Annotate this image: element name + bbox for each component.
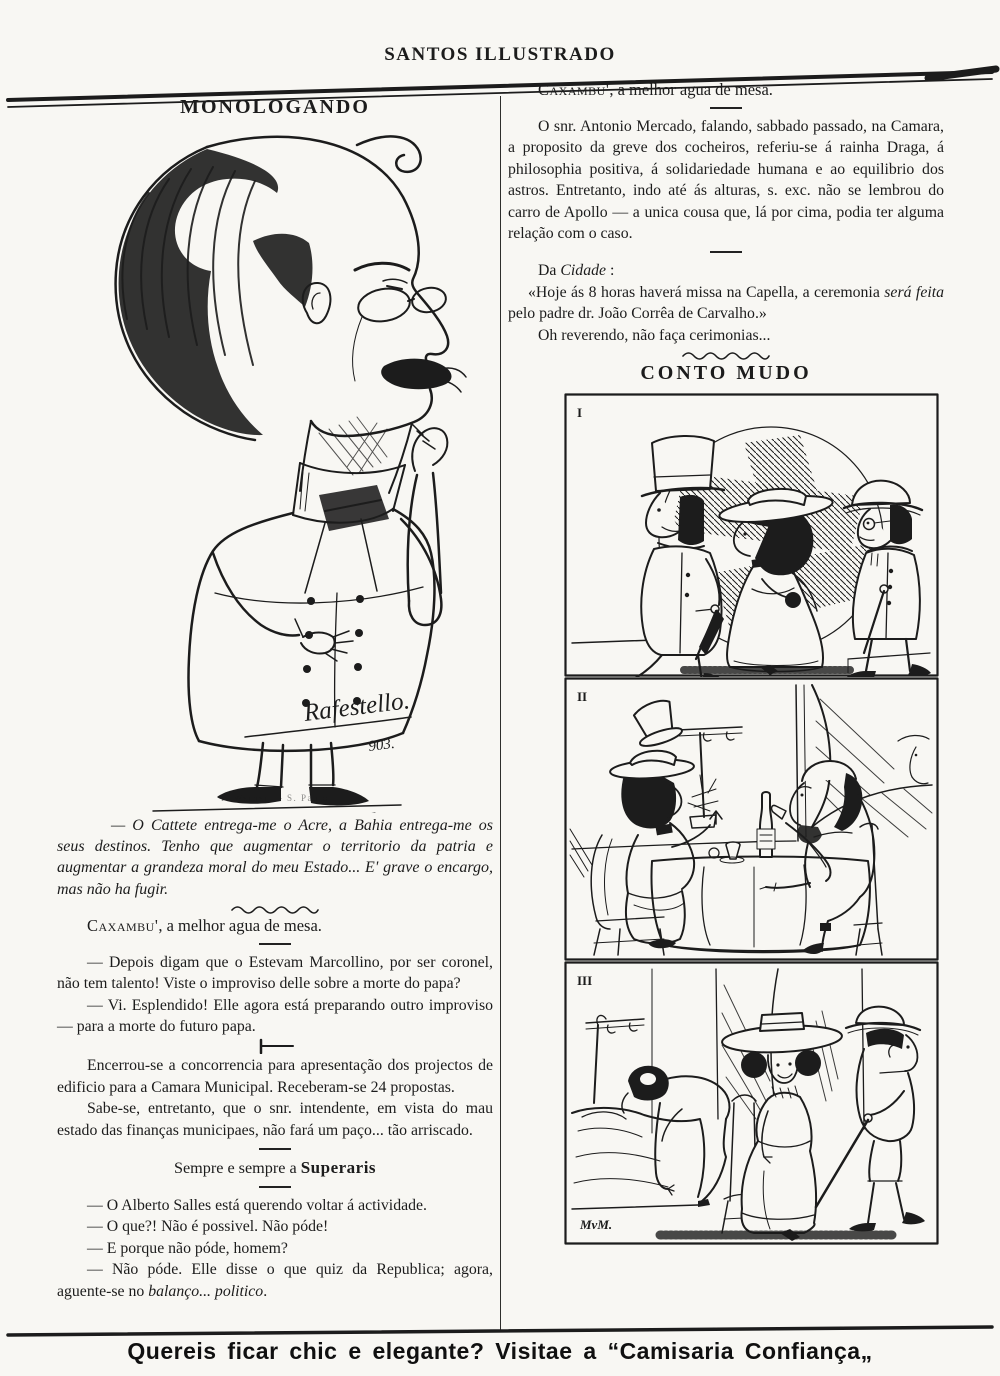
- comic-panel-1: [564, 393, 944, 677]
- panel-numeral: III: [577, 973, 593, 989]
- conto-mudo-title: CONTO MUDO: [640, 362, 812, 385]
- short-rule-divider: [710, 251, 742, 253]
- dialogue-line-4: — Não póde. Elle disse o que quiz da Republica; agora, aguente-se no balanço... politico.: [57, 1261, 493, 1300]
- caxambu-slogan-right: Caxambu', a melhor agua de mesa.: [538, 80, 773, 99]
- paragraph-marcollino-1: — Depois digam que o Estevam Marcollino, por ser coronel, não tem talento! Viste o improviso delle sobre a morte do papa?: [57, 953, 493, 993]
- wavy-divider: [680, 348, 772, 360]
- artist-signature: Rafestello.: [302, 687, 412, 727]
- paragraph-camara-1: Encerrou-se a concorrencia para apresentação dos projectos de edificio para a Camara Municipal. Receberam-se 24 propostas.: [57, 1057, 493, 1096]
- short-rule-divider: [259, 1186, 291, 1188]
- conto-mudo-strip: [564, 393, 944, 1245]
- artist-signature-year: 903.: [367, 735, 396, 755]
- comic-panel-2: [564, 677, 944, 961]
- wavy-divider: [229, 902, 321, 914]
- masthead-title: SANTOS ILLUSTRADO: [384, 44, 616, 65]
- right-column: [508, 78, 944, 1245]
- superaris-line: Sempre e sempre a Superaris: [173, 1158, 377, 1178]
- footer-rule: [0, 1320, 1000, 1340]
- short-rule-divider: [710, 107, 742, 109]
- dialogue-line-2: — O que?! Não é possivel. Não póde!: [87, 1218, 329, 1236]
- advertisement: Quereis ficar chic e elegante? Visitae a “Camisaria Confiança„: [127, 1338, 873, 1364]
- panel-monogram: MvM.: [580, 1217, 613, 1233]
- caricature-caption: — O Cattete entrega-me o Acre, a Bahia entrega-me os seus destinos. Tenho que augmentar o territorio da patria e augmentar a grandeza moral do meu Estado... E' grave o encargo, mas não ha fugir.: [57, 817, 493, 898]
- caricature-illustration: [57, 123, 493, 813]
- print-credit: P. Werner — S. Paulo: [220, 793, 330, 803]
- cidade-label: Da Cidade :: [538, 262, 615, 280]
- paragraph-camara-2: Sabe-se, entretanto, que o snr. intendente, em vista do mau estado das finanças municipaes, não fará um paço... tão arriscado.: [57, 1100, 493, 1139]
- tick-rule-divider: [253, 1038, 297, 1054]
- comic-panel-3: [564, 961, 944, 1245]
- reverendo-line: Oh reverendo, não faça cerimonias...: [538, 326, 771, 344]
- left-column: [57, 96, 493, 1302]
- caxambu-slogan-left: Caxambu', a melhor agua de mesa.: [87, 915, 322, 935]
- short-rule-divider: [259, 1148, 291, 1150]
- dialogue-line-1: — O Alberto Salles está querendo voltar á actividade.: [87, 1197, 427, 1215]
- superaris-brand: Superaris: [300, 1158, 377, 1178]
- paragraph-mercado: O snr. Antonio Mercado, falando, sabbado passado, na Camara, a proposito da greve dos cocheiros, referiu-se á rainha Draga, á philosophia positiva, á solidariedade humana e ao equilibrio dos astros. Entretanto, indo até ás alturas, s. exc. não se lembrou do carro de Apollo — a unica cousa que, lá por cima, podia ter alguma relação com o caso.: [508, 118, 944, 243]
- dialogue-line-3: — E porque não póde, homem?: [87, 1239, 288, 1257]
- panel-numeral: I: [577, 405, 583, 421]
- paragraph-marcollino-2: — Vi. Esplendido! Elle agora está preparando outro improviso — para a morte do futuro papa.: [57, 996, 493, 1036]
- panel-numeral: II: [577, 689, 588, 705]
- cidade-quote: «Hoje ás 8 horas haverá missa na Capella, a ceremonia será feita pelo padre dr. João Corrêa de Carvalho.»: [508, 283, 945, 323]
- short-rule-divider: [259, 943, 291, 945]
- monologando-title: MONOLOGANDO: [180, 96, 370, 118]
- column-divider: [500, 96, 501, 1332]
